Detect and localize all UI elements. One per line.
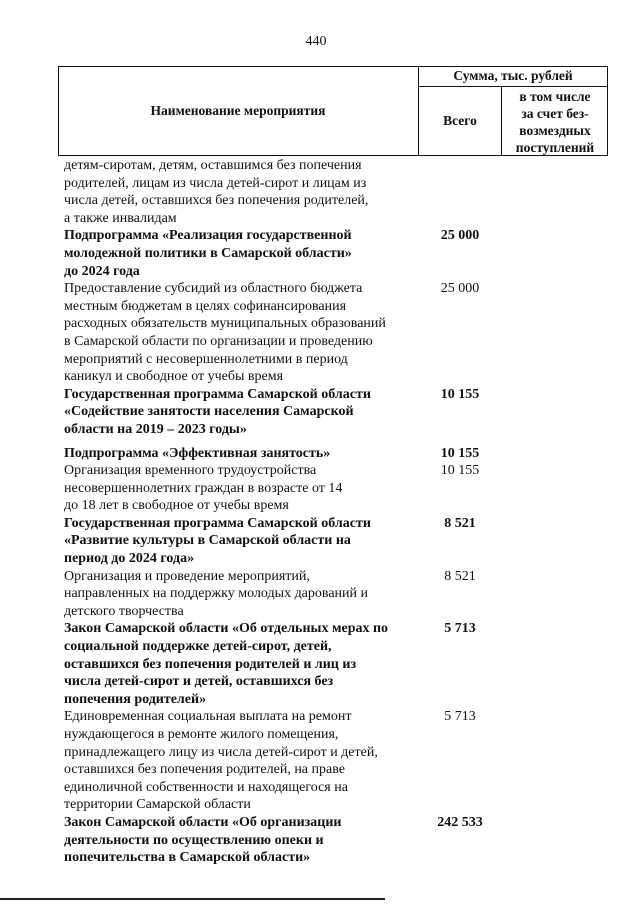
row-name — [64, 462, 416, 515]
row-total: 10 155 — [440, 463, 480, 479]
table-row — [64, 445, 604, 463]
row-total: 5 713 — [444, 709, 476, 725]
row-name — [64, 280, 416, 386]
row-name — [64, 620, 416, 708]
row-name-line: молодежной политики в Самарской области» — [64, 245, 352, 261]
row-total: 242 533 — [437, 814, 483, 830]
row-name-line: территории Самарской области — [64, 797, 251, 813]
header-col-grant — [502, 88, 608, 156]
row-name-line: Организация и проведение мероприятий, — [64, 568, 310, 584]
row-name-line: Единовременная социальная выплата на ремонт — [64, 709, 352, 725]
row-name-line: попечения родителей» — [64, 691, 207, 707]
row-name-line: Государственная программа Самарской области — [64, 386, 371, 402]
row-name-line: детского творчества — [64, 603, 184, 619]
row-name-line: Подпрограмма «Эффективная занятость» — [64, 445, 331, 461]
row-name — [64, 708, 416, 814]
row-name-line: оставшихся без попечения родителей, на праве — [64, 762, 345, 778]
row-total: 10 155 — [440, 445, 480, 461]
row-name-line: Предоставление субсидий из областного бюджета — [64, 281, 363, 297]
row-name-line: числа детей-сирот и детей, оставшихся без — [64, 674, 334, 690]
row-total: 25 000 — [440, 281, 480, 297]
row-name-line: несовершеннолетних граждан в возрасте от 14 — [64, 480, 343, 496]
table-row — [64, 280, 604, 386]
row-name-line: «Развитие культуры в Самарской области на — [64, 533, 351, 549]
row-name-line: единоличной собственности и находящегося на — [64, 779, 348, 795]
row-name-line: «Содействие занятости населения Самарской — [64, 404, 354, 420]
row-name-line: области на 2019 – 2023 годы» — [64, 421, 247, 437]
bottom-rule — [0, 898, 385, 900]
row-name-line: Организация временного трудоустройства — [64, 463, 317, 479]
row-total: 10 155 — [440, 386, 480, 402]
row-name-line: Государственная программа Самарской области — [64, 515, 371, 531]
row-name-line: деятельности по осуществлению опеки и — [64, 832, 324, 848]
table-row — [64, 157, 604, 227]
row-name — [64, 157, 416, 227]
row-name-line: нуждающегося в ремонте жилого помещения, — [64, 727, 339, 742]
row-name-line: а также инвалидам — [64, 210, 177, 226]
row-name — [64, 227, 416, 280]
header-col-grant-line: за счет без- — [521, 106, 589, 121]
row-name-line: до 18 лет в свободное от учебы время — [64, 498, 289, 514]
table-row — [64, 515, 604, 568]
row-total: 25 000 — [440, 228, 480, 244]
row-name-line: в Самарской области по организации и проведению — [64, 333, 373, 349]
row-name-line: детям-сиротам, детям, оставшимся без попечения — [64, 158, 362, 173]
row-name — [64, 445, 416, 463]
header-sum-underline — [418, 86, 608, 87]
row-total: 5 713 — [444, 621, 476, 637]
table-row — [64, 568, 604, 621]
row-total — [416, 157, 504, 227]
row-name-line: числа детей, оставшихся без попечения родителей, — [64, 193, 369, 209]
table-row — [64, 708, 604, 814]
header-col-name: Наименование мероприятия — [150, 103, 326, 118]
row-name-line: период до 2024 года» — [64, 551, 195, 567]
row-name-line: оставшихся без попечения родителей и лиц из — [64, 656, 357, 672]
header-col-total: Всего — [443, 113, 477, 128]
table-body — [64, 157, 604, 867]
table-row — [64, 386, 604, 439]
header-col-grant-line: в том числе — [519, 89, 591, 104]
row-name-line: Закон Самарской области «Об отдельных мерах по — [64, 621, 389, 637]
row-name-line: направленных на поддержку молодых дарований и — [64, 586, 369, 602]
row-name-line: Подпрограмма «Реализация государственной — [64, 228, 352, 244]
row-name-line: Закон Самарской области «Об организации — [64, 814, 342, 830]
header-col-grant-line: поступлений — [515, 140, 595, 155]
row-name-line: до 2024 года — [64, 263, 140, 279]
row-total: 8 521 — [444, 568, 476, 584]
table-row — [64, 462, 604, 515]
row-name-line: мероприятий с несовершеннолетними в период — [64, 351, 348, 367]
page-number: 440 — [305, 34, 327, 49]
row-name — [64, 386, 416, 439]
row-name-line: расходных обязательств муниципальных образований — [64, 316, 386, 332]
table-row — [64, 814, 604, 867]
row-name — [64, 568, 416, 621]
row-name-line: местным бюджетам в целях софинансирования — [64, 298, 347, 314]
row-name — [64, 515, 416, 568]
header-col-sum: Сумма, тыс. рублей — [453, 68, 573, 83]
row-name-line: каникул и свободное от учебы время — [64, 369, 284, 385]
row-name-line: социальной поддержке детей-сирот, детей, — [64, 639, 332, 655]
table-row — [64, 227, 604, 280]
row-name-line: родителей, лицам из числа детей-сирот и лицам из — [64, 175, 367, 191]
row-total: 8 521 — [444, 515, 476, 531]
row-name-line: принадлежащего лицу из числа детей-сирот и детей, — [64, 744, 378, 760]
row-name-line: попечительства в Самарской области» — [64, 850, 311, 866]
header-col-grant-line: возмездных — [519, 123, 591, 138]
table-row — [64, 620, 604, 708]
table-header — [58, 66, 608, 156]
row-name — [64, 814, 416, 867]
